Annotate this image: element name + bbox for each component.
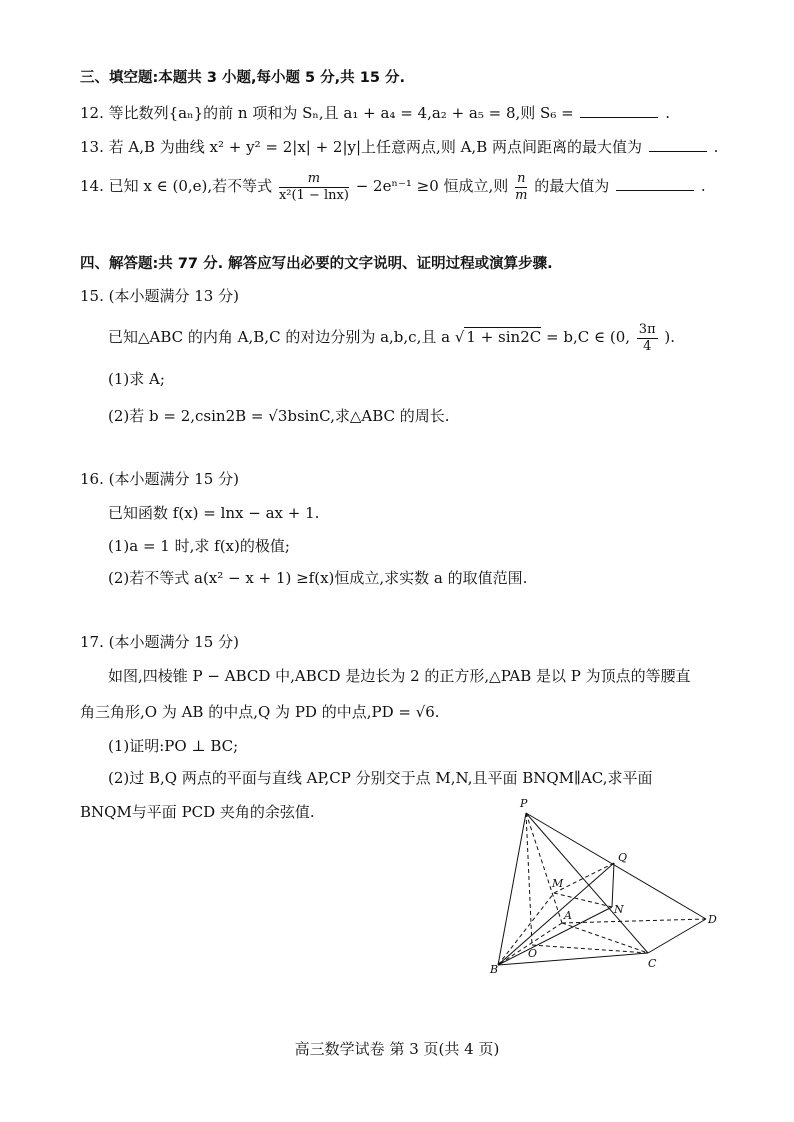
answer-blank-14[interactable]	[616, 176, 694, 191]
edge-QN	[612, 863, 614, 907]
label-N: N	[614, 903, 624, 916]
fraction-3pi-over-4	[637, 322, 658, 355]
fraction-denominator-4: 4	[643, 338, 652, 354]
q15-title: 15. (本小题满分 13 分)	[80, 287, 239, 305]
label-C: C	[648, 957, 657, 970]
q15-stem-c: ).	[664, 328, 676, 346]
question-13-end: .	[713, 138, 719, 156]
label-D: D	[708, 913, 717, 926]
section3-heading: 三、填空题:本题共 3 小题,每小题 5 分,共 15 分.	[80, 70, 405, 86]
q15-stem-b: = b,C ∈ (0,	[546, 328, 631, 346]
answer-blank-13[interactable]	[649, 137, 707, 152]
q17-stem-line2: 角三角形,O 为 AB 的中点,Q 为 PD 的中点,PD = √6.	[80, 703, 440, 721]
fraction-numerator: m	[279, 171, 349, 188]
q17-part1: (1)证明:PO ⊥ BC;	[108, 737, 239, 755]
q15-stem	[108, 320, 675, 355]
label-Q: Q	[618, 851, 628, 864]
pyramid-figure	[484, 795, 724, 980]
fraction-numerator-n: n	[517, 170, 526, 186]
edge-OC	[532, 945, 648, 953]
label-M: M	[552, 877, 564, 890]
q16-stem: 已知函数 f(x) = lnx − ax + 1.	[108, 504, 320, 522]
question-12-text: 12. 等比数列{aₙ}的前 n 项和为 Sₙ,且 a₁ + a₄ = 4,a₂ + a₅ = 8,则 S₆ =	[80, 104, 574, 122]
label-P: P	[520, 797, 528, 810]
label-B: B	[490, 963, 499, 976]
edge-MN	[554, 893, 612, 907]
question-14-text-c: 的最大值为	[534, 177, 610, 195]
q16-title: 16. (本小题满分 15 分)	[80, 470, 239, 488]
question-12	[80, 103, 670, 123]
q17-stem-line1: 如图,四棱锥 P − ABCD 中,ABCD 是边长为 2 的正方形,△PAB 是以 P 为顶点的等腰直	[108, 667, 691, 685]
page-footer: 高三数学试卷 第 3 页(共 4 页)	[294, 1040, 500, 1058]
question-14	[80, 168, 706, 204]
edge-BC	[498, 953, 648, 965]
q16-part1: (1)a = 1 时,求 f(x)的极值;	[108, 537, 290, 555]
question-14-end: .	[700, 177, 706, 195]
fraction-denominator-m: m	[515, 187, 528, 203]
fraction-m-over-x2	[279, 171, 349, 204]
q17-part2-line2: BNQM与平面 PCD 夹角的余弦值.	[80, 803, 315, 821]
q15-stem-a: 已知△ABC 的内角 A,B,C 的对边分别为 a,b,c,且 a	[108, 328, 451, 346]
question-12-end: .	[665, 104, 671, 122]
edge-PC	[526, 813, 648, 953]
question-14-text-a: 14. 已知 x ∈ (0,e),若不等式	[80, 177, 273, 195]
q17-part2-line1: (2)过 B,Q 两点的平面与直线 AP,CP 分别交于点 M,N,且平面 BNQM∥AC,求平面	[108, 769, 653, 787]
fraction-denominator: x²(1 − lnx)	[278, 187, 349, 203]
fraction-numerator-3pi: 3π	[638, 321, 656, 337]
label-O: O	[528, 947, 538, 960]
question-13	[80, 137, 718, 157]
sqrt-symbol: √	[454, 328, 465, 346]
q16-part2: (2)若不等式 a(x² − x + 1) ≥f(x)恒成立,求实数 a 的取值范围.	[108, 569, 528, 587]
edge-PA	[526, 813, 562, 923]
q15-part1: (1)求 A;	[108, 370, 165, 388]
section4-heading: 四、解答题:共 77 分. 解答应写出必要的文字说明、证明过程或演算步骤.	[80, 256, 553, 272]
question-14-text-b: − 2eⁿ⁻¹ ≥0 恒成立,则	[355, 177, 509, 195]
q17-title: 17. (本小题满分 15 分)	[80, 633, 239, 651]
question-13-text: 13. 若 A,B 为曲线 x² + y² = 2|x| + 2|y|上任意两点,则 A,B 两点间距离的最大值为	[80, 138, 642, 156]
q15-part2: (2)若 b = 2,csin2B = √3bsinC,求△ABC 的周长.	[108, 407, 450, 425]
q15-sqrt-radicand: 1 + sin2C	[466, 328, 542, 346]
answer-blank-12[interactable]	[580, 103, 658, 118]
label-A: A	[564, 909, 572, 922]
edge-BM	[498, 893, 554, 965]
fraction-n-over-m	[515, 171, 527, 204]
edge-BN	[498, 907, 612, 965]
edge-CD	[648, 919, 706, 953]
edge-PB	[498, 813, 526, 965]
